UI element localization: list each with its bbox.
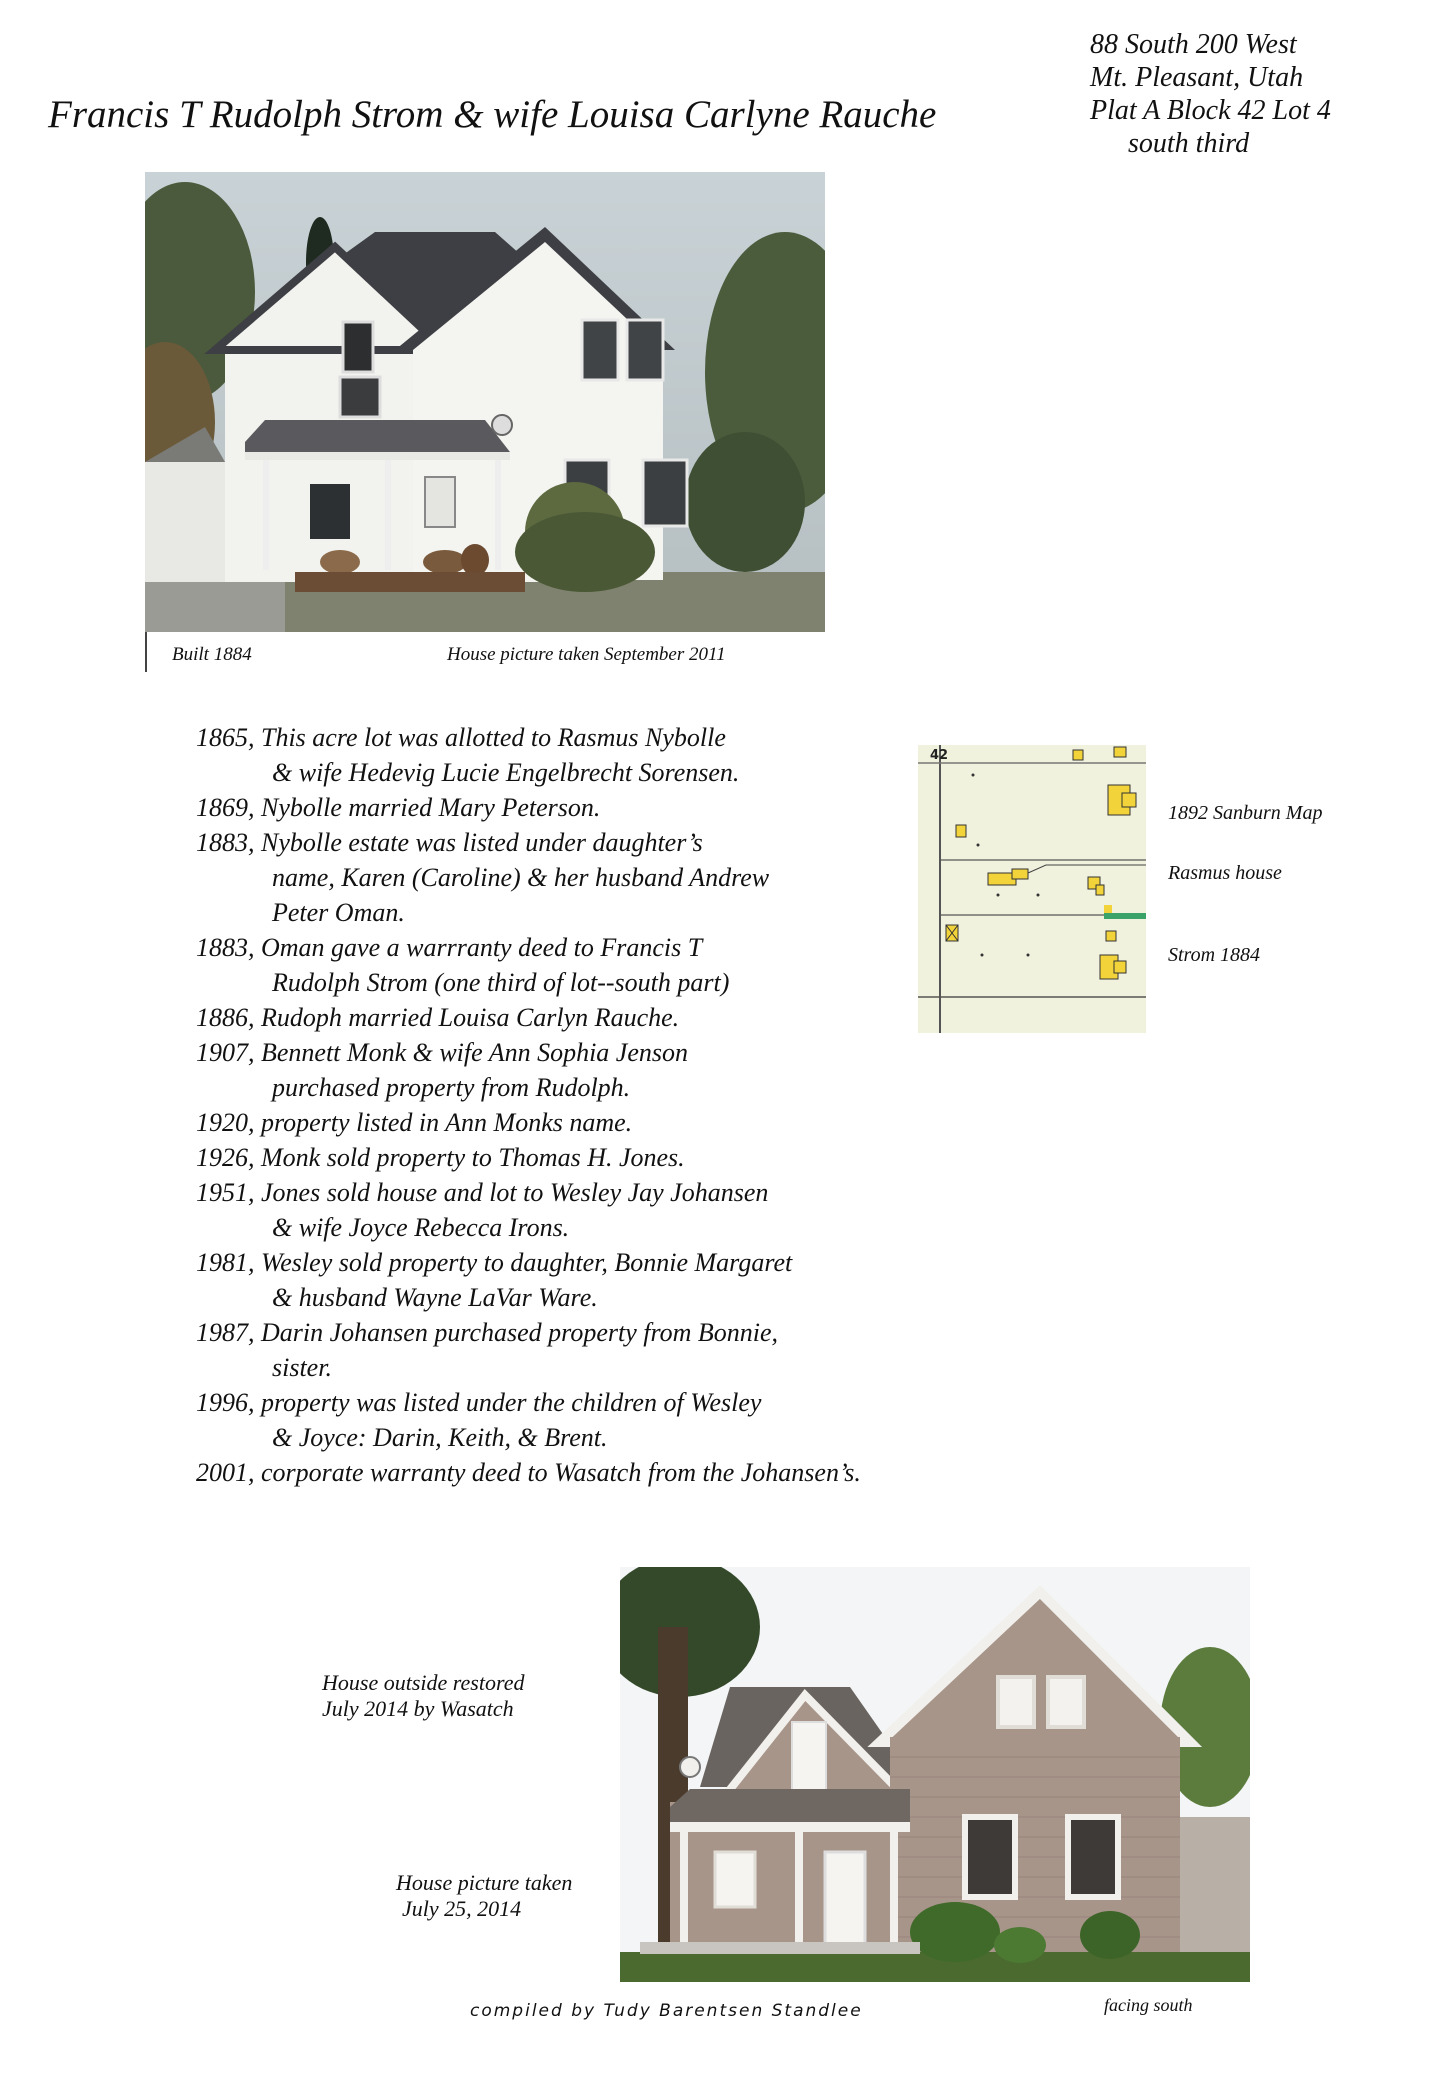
sanborn-map-image xyxy=(918,745,1146,1033)
entry-continuation: Peter Oman. xyxy=(272,898,405,927)
timeline-entry xyxy=(196,1035,996,1105)
entry-text: 2001, corporate warranty deed to Wasatch from the Johansen’s. xyxy=(196,1458,861,1487)
entry-continuation: name, Karen (Caroline) & her husband Andrew xyxy=(272,863,770,892)
entry-text: 1883, Nybolle estate was listed under daughter’s xyxy=(196,828,703,857)
map-block-number: 42 xyxy=(930,748,949,763)
timeline-entry xyxy=(196,720,996,790)
map-label-sanburn: 1892 Sanburn Map xyxy=(1168,802,1323,824)
address-line: Plat A Block 42 Lot 4 xyxy=(1090,95,1331,126)
entry-continuation: & wife Joyce Rebecca Irons. xyxy=(272,1213,570,1242)
address-line: south third xyxy=(1128,128,1250,159)
photo-date-caption: House picture taken September 2011 xyxy=(447,644,726,665)
entry-text: 1907, Bennett Monk & wife Ann Sophia Jenson xyxy=(196,1038,688,1067)
timeline-entry xyxy=(196,1105,996,1140)
restored-caption xyxy=(322,1670,524,1722)
address-block xyxy=(1090,28,1331,160)
entry-text: 1869, Nybolle married Mary Peterson. xyxy=(196,793,601,822)
photo-frame-edge xyxy=(145,632,147,672)
photo2-caption-line: July 25, 2014 xyxy=(402,1896,522,1921)
address-line: Mt. Pleasant, Utah xyxy=(1090,62,1304,93)
restored-caption-line: House outside restored xyxy=(322,1670,525,1695)
house-2011-illustration xyxy=(145,172,825,632)
house-photo-2011 xyxy=(145,172,825,632)
timeline-entry xyxy=(196,930,996,1000)
restored-caption-line: July 2014 by Wasatch xyxy=(322,1696,514,1721)
entry-text: 1926, Monk sold property to Thomas H. Jones. xyxy=(196,1143,685,1172)
map-label-strom: Strom 1884 xyxy=(1168,944,1261,966)
entry-text: 1996, property was listed under the children of Wesley xyxy=(196,1388,762,1417)
entry-continuation: purchased property from Rudolph. xyxy=(272,1073,631,1102)
timeline-entry xyxy=(196,1140,996,1175)
entry-text: 1920, property listed in Ann Monks name. xyxy=(196,1108,633,1137)
facing-caption: facing south xyxy=(1104,1995,1193,2015)
timeline-entry xyxy=(196,1385,996,1455)
entry-continuation: sister. xyxy=(272,1353,332,1382)
timeline-entry xyxy=(196,790,996,825)
entry-text: 1981, Wesley sold property to daughter, Bonnie Margaret xyxy=(196,1248,793,1277)
entry-continuation: & husband Wayne LaVar Ware. xyxy=(272,1283,598,1312)
entry-text: 1865, This acre lot was allotted to Rasmus Nybolle xyxy=(196,723,726,752)
compiled-by-credit: compiled by Tudy Barentsen Standlee xyxy=(470,2001,863,2021)
entry-continuation: Rudolph Strom (one third of lot--south part) xyxy=(272,968,730,997)
entry-text: 1951, Jones sold house and lot to Wesley Jay Johansen xyxy=(196,1178,769,1207)
page-title: Francis T Rudolph Strom & wife Louisa Carlyne Rauche xyxy=(48,93,937,136)
timeline-entry xyxy=(196,825,996,930)
entry-text: 1883, Oman gave a warrranty deed to Francis T xyxy=(196,933,703,962)
timeline-entry xyxy=(196,1315,996,1385)
photo2-caption-line: House picture taken xyxy=(396,1870,573,1895)
house-2014-illustration xyxy=(620,1567,1250,1982)
timeline-entry xyxy=(196,1455,996,1490)
sanborn-map-illustration xyxy=(918,745,1146,1033)
entry-text: 1987, Darin Johansen purchased property from Bonnie, xyxy=(196,1318,779,1347)
address-line: 88 South 200 West xyxy=(1090,29,1297,60)
built-caption: Built 1884 xyxy=(172,644,252,665)
entry-continuation: & wife Hedevig Lucie Engelbrecht Sorensen. xyxy=(272,758,740,787)
map-label-rasmus: Rasmus house xyxy=(1168,862,1282,884)
timeline-entry xyxy=(196,1245,996,1315)
timeline-entry xyxy=(196,1000,996,1035)
photo2-date-caption xyxy=(396,1870,572,1922)
timeline-entry xyxy=(196,1175,996,1245)
house-photo-2014 xyxy=(620,1567,1250,1982)
entry-continuation: & Joyce: Darin, Keith, & Brent. xyxy=(272,1423,608,1452)
entry-text: 1886, Rudoph married Louisa Carlyn Rauche. xyxy=(196,1003,680,1032)
ownership-timeline xyxy=(196,720,996,1490)
